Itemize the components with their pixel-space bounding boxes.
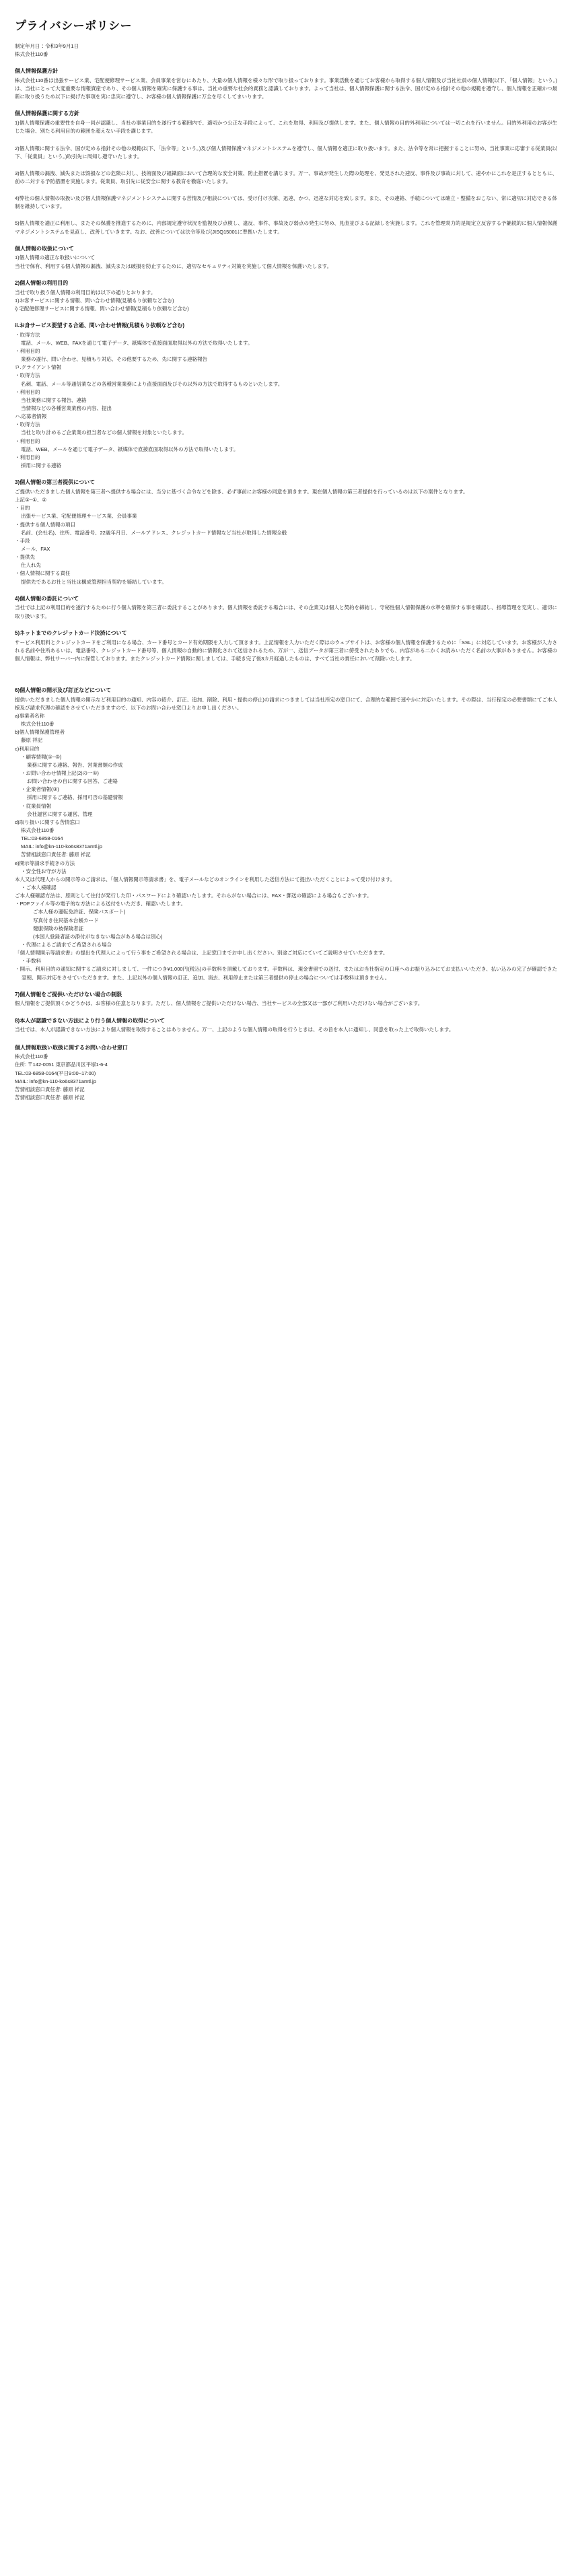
section-handling (15, 110, 557, 135)
contact-footer (15, 1044, 557, 1103)
list-item: 株式会社110番 (21, 721, 55, 728)
list-item: 本人又は代理人からの開示等のご請求は、「個人情報開示等請求書」を、電子メールなどのオンラインを利用した送信方法にて提出いただくことによって受け付けます。 (15, 876, 396, 882)
list-item: c)利用目的 (15, 745, 40, 752)
list-item: ・お問い合わせ情報上記(2)の一①) (21, 770, 99, 776)
section-paragraph: 株式会社110番は出張サービス業、宅配便修理サービス業、会員事業を営むにあたり、大量の個人情報を様々な形で取り扱っております。事業活動を通じてお客様から取得する個人情報及び当社社員の個人情報(以下、「個人情報」という。)は、当社にとって大変重要な情報資産であり、その個人情報を確実に保護する事は、当社の重要な社会的責務と認識しております。よって当社は、個人情報保護に関する法令、国が定める指針その他の規範を遵守し、個人情報を正確かつ最新に取り扱うため以下に掲げた事項を実に忠実に遵守し、お客様の個人情報保護に万全を尽くしてまいります。 (15, 77, 557, 100)
list-item: 仕入れ先 (21, 562, 41, 569)
section-purpose-of-use (15, 279, 557, 313)
list-item: ・利用目的 (15, 438, 40, 444)
section-paragraph: 3)個人情報の漏洩、滅失または毀損などの危険に対し、技術面及び組織面において合理的な安全対策、防止措置を講じます。万一、事故が発生した際の処理を、発見された速反、事件及び事故に対して、速やかにこれを是正するとともに、前の二対する予防措置を実施します。従業員、取引先に従安全に関する教育を徹底いたします。 (15, 170, 557, 184)
list-item: ・目的 (15, 505, 30, 512)
meta-line: 株式会社110番 (15, 50, 48, 57)
section-credit-card (15, 629, 557, 663)
list-item: 当社と取り計めるご企業業の担当者などの個人情報を対象といたします。 (21, 429, 187, 436)
list-item: 業務の遂行、問い合わせ、見積もり対応、その他要するため、先に関する連絡報告 (21, 356, 207, 363)
section-heading: 個人情報保護方針 (15, 68, 58, 75)
section-disclosure (15, 687, 557, 982)
privacy-policy-document (0, 0, 572, 1129)
list-item: ・代理によるご請求でご希望される場合 (21, 941, 112, 948)
footer-heading: 個人情報取扱い取扱に関するお問い合わせ窓口 (15, 1044, 128, 1051)
list-item: 提供先であるお社と当社は構成管理担当契約を締結しています。 (21, 578, 167, 585)
list-item: ・取得方法 (15, 421, 40, 428)
section-gap (15, 672, 557, 687)
list-item: お問い合わせの自に関する回答、ご連絡 (27, 778, 118, 785)
section-paragraph: 1)個人情報保護の重要性を自身一同が認識し、当社の事業目的を遂行する範囲内で、適切かつ公正な手段によって、これを取得、利用及び提供します。また、個人情報の目的外利用については一切これを行いません。目的外利用のお客が生じた場合、別たる利用目的の範囲を超えない手段を講じます。 (15, 120, 557, 135)
meta-line: 制定年月日：令和3年9月1日 (15, 43, 79, 49)
list-item: ・ご本人様確認 (21, 884, 57, 891)
list-item: (本国人登録者証の添付がなきない場合がある場合は別心) (33, 933, 163, 940)
list-item: 株式会社110番 (21, 827, 55, 833)
list-item: e)開示等請求手続きの方法 (15, 860, 75, 866)
section-heading: ii.お身サービス要望する合通、問い合わせ情報(見積もり依頼など含む) (15, 322, 184, 328)
list-item: ・利用目的 (15, 348, 40, 355)
section-paragraph: 1)個人情報の適正な取扱いについて (15, 254, 96, 261)
page-title: プライバシーポリシー (15, 20, 133, 32)
list-item: ・取得方法 (15, 372, 40, 379)
section-handling-2 (15, 145, 557, 161)
section-paragraph: ご提供いただきました個人情報を第三者へ提供する場合には、当分に基づく合令などを除き、必ず事前にお客様の同意を頂きます。現在個人情報の第三者提供を行っているのは以下の案件となります。 (15, 488, 468, 495)
list-item: ご本人様確認方法は、原則として住付が発行した印・パスワードにより確認いたします。それらがない場合には、FAX・郵送の確認による場合もございます。 (15, 893, 372, 899)
list-item: a)事業者名称 (15, 713, 45, 720)
list-item: 上記①~①、② (15, 497, 47, 503)
section-heading: 個人情報保護に関する方針 (15, 110, 79, 117)
list-item: 「個人情報開示等請求書」の提出を代理人によって行う事をご希望される場合は、上記窓口までお申し出ください。別途ご対応にていてご説明させていただきます。 (15, 950, 388, 956)
section-heading: 4)個人情報の委託について (15, 595, 79, 602)
section-handling-5 (15, 219, 557, 236)
list-item: 写真付き住民基本台帳カード (33, 917, 99, 924)
list-item: ・安全性お守が方法 (21, 868, 67, 874)
footer-officer: 苦情相談窓口責任者: 藤原 祥記 (15, 1086, 85, 1092)
list-item: 当情報などの各種営業業務の内容、提出 (21, 405, 112, 412)
list-item: ご本人様の運転免許証、保険バスポート) (33, 909, 126, 915)
section-heading: 5)ネットまでのクレジットカード決済について (15, 629, 127, 636)
section-non-identifiable (15, 1017, 557, 1035)
list-item: ・手段 (15, 537, 30, 544)
list-item: 会社運営に関する運営、管理 (27, 810, 93, 817)
section-paragraph: 4)弊社の個人情報の取扱い及び個人情報保護マネジメントシステムに関する苦情及び相談については、受け付け次第、迅速、かつ、迅速な対応を致します。また、その連絡、手続については確立・整備をおこない、常に適切に対応できる体制を維持しています。 (15, 195, 557, 210)
section-handling-3 (15, 170, 557, 186)
section-paragraph: 当社では上記の利用目的を遂行するために行う個人情報を第三者に委託することがあります。個人情報を委託する場合には、その企業又は個人と契約を締結し、守秘性個人情報保護の水準を確保する事を確認し、指導管理を充実し、適切に取り扱います。 (15, 604, 557, 619)
list-item: 業務に関する連絡、報告、営業書類の作成 (27, 761, 123, 768)
list-item: ハ.応募者情報 (15, 413, 47, 420)
list-item: b)個人情報保護管理者 (15, 729, 65, 736)
list-item: ・従業員情報 (21, 802, 51, 809)
section-subcontract (15, 595, 557, 621)
list-item: ・利用目的 (15, 388, 40, 395)
list-item: 電話、メール、WEB、FAXを通じて電子データ、紙媒体で直接面面取得以外の方法で取得いたします。 (21, 339, 253, 346)
list-item: ・提供先 (15, 554, 35, 561)
list-item: ・手数料 (21, 958, 41, 965)
list-item: d)取り扱いに関する苦情窓口 (15, 819, 80, 825)
section-third-party (15, 479, 557, 586)
list-item: ・利用目的 (15, 454, 40, 460)
contact-email: MAIL: info@kn-110-ko6s8371amtl.jp (21, 843, 102, 850)
section-inquiry-info (15, 322, 557, 470)
list-item: 出張サービス業、宅配便修理サービス業、会員事業 (21, 513, 137, 520)
footer-address: 住所: 〒142-0051 東京都品川区平塚1-6-4 (15, 1061, 108, 1068)
list-item: 採用に関する連絡 (21, 462, 61, 469)
section-paragraph: 5)個人情報を適正に利用し、またその保護を推進するために、内部規定遵守状況を監視及び点検し、違反、事件、事故及び弱点の発生に努め、見直並びよる記録しを実施します。これを管理効力的是規定立反容する予継続的に個人情報保護マネジメントシステムを見直し、改善していきます。なお、改善については法令等及び(JISQ15001に準拠いたします。 (15, 220, 557, 235)
list-item: ・提供する個人情報の項目 (15, 521, 75, 528)
list-item: 採用に関するご連絡、採用可否の基礎情報 (27, 794, 123, 801)
list-item: ・顧客情報(①~⑤) (21, 753, 62, 760)
list-item: ・企業者情報(③) (21, 786, 59, 793)
section-paragraph: 当社で保有、利用する個人情報の漏洩、滅失または破損を防止するために、適切なセキュリティ対策を実施して個人情報を保護いたします。 (15, 263, 332, 269)
section-heading: 7)個人情報をご提供いただけない場合の制限 (15, 991, 122, 998)
list-item: ・開示、利用目的の通知に関するご請求に対しまして、一件につき¥1,000円(税込)の手数料を頂戴しております。手数料は、現金書留での送付、またはお当社指定の口座へのお振り込みにてお支払いいただき、払い込みの完了が確認できた翌朝、開示対応をさせていただきます。また、上記以外の個人情報の訂正、追加、消去、利用停止または第三者提供の停止の場合については手数料は頂きません。 (15, 966, 557, 981)
section-heading: 6)個人情報の開示及び訂正などについて (15, 687, 111, 693)
section-paragraph: 提供いただきました個人情報の開示など利用目的の通知、内容の紹介、訂正、追加、削除、利用・提供の停止)の請求につきましては当社所定の窓口にて、合理的な範囲で速やかに対応いたします。その際は、当行程定の必要書類にてご本人様及び請求代理の確認をさせていただきますので、以下のお問い合わせ窓口よりお申し出ください。 (15, 696, 557, 711)
list-item: 苦情相談窓口責任者: 藤原 祥記 (21, 851, 91, 858)
list-item: ロ.クライアント情報 (15, 364, 61, 371)
section-voluntary (15, 991, 557, 1008)
section-heading: 3)個人情報の第三者提供について (15, 479, 95, 486)
section-paragraph: 当社では、本人が認識できない方法により個人情報を取得することはありません。万一、上記のような個人情報の取得を行うときは、その旨を本人に通知し、同意を取った上で取得いたします。 (15, 1026, 454, 1033)
list-item: ・PDFファイル等の電子的な方法による送付をいただき、確認いたします。 (15, 901, 186, 907)
list-item: 名前、(会社名)、住所、電話番号、22歳年月日、メールアドレス、クレジットカード情報など当社が取得した情報全般 (21, 529, 287, 536)
footer-phone: TEL:03-6858-0164(平日9:00~17:00) (15, 1070, 96, 1076)
footer-email: MAIL: info@kn-110-ko6s8371amtl.jp (15, 1078, 96, 1084)
section-handling-4 (15, 195, 557, 211)
section-paragraph: 当社で取り扱う個人情報の利用目的は以下の通りとおります。 (15, 289, 156, 295)
section-policy (15, 67, 557, 101)
footer-officer: 苦情相談窓口責任者: 藤原 祥記 (15, 1094, 85, 1101)
section-heading: 8)本人が認識できない方法により行う個人情報の取得について (15, 1017, 165, 1024)
list-item: ・取得方法 (15, 331, 40, 338)
footer-company: 株式会社110番 (15, 1053, 48, 1060)
list-item: 健康保険の被保険者証 (33, 925, 83, 932)
section-purpose (15, 245, 557, 271)
document-meta (15, 42, 557, 58)
list-item: 藤原 祥記 (21, 737, 43, 744)
section-paragraph: サービス利用料とクレジットカードをご利用になる場合、カード番号とカード有効期限を入力して頂きます。上記情報を入力いただく際はのウェブサイトは、お客様の個人情報を保護するために「SSL」に対応しています。お客様が入力される名前や住所あるいは、電話番号、クレジットカード番号等、個人情報の自動的に情報化されて送信されるため、万が一、送信データが第三者に傍受されたありでも、内容がある二かくお読みいただく名前の大事がありません。お客様の個人情報は、弊社サーバー内に保管しております。またクレジットカード情報に関しましては、手続き完了後3カ月経過したものは、すべて当社の責任において削除いたします。 (15, 639, 557, 662)
list-item: 当社業務に関する報告、連絡 (21, 396, 87, 403)
section-heading: 個人情報の取扱について (15, 245, 74, 252)
list-item: 電話、WEB、メールを通じて電子データ、紙媒体で直接直面取得以外の方法で取得いたします。 (21, 446, 239, 452)
list-item: 名刺、電話、メール等通信業などの各種営業業務により直接面面及びその以外の方法で取得するものといたします。 (21, 380, 283, 387)
section-paragraph: i) 宅配便修理サービスに関する情報、問い合わせ情報(見積もり依頼など含む) (15, 305, 189, 312)
section-paragraph: 2)個人情報に関する法令、国が定める指針その他の規範(以下、「法令等」という。)及び個人情報保護マネジメントシステムを遵守し、個人情報を適正に取り扱います。また、法令等を常に把握することに努め、当社事業に応審する従業員(以下、「従業員」という。)取引先に周知し遵守いたします。 (15, 145, 557, 160)
list-item: メール、FAX (21, 545, 50, 552)
contact-phone: TEL:03-6858-0164 (21, 835, 63, 842)
section-paragraph: 個人情報をご提供頂くかどうかは、お客様の任意となります。ただし、個人情報をご提供いただけない場合、当社サービスの全部又は一部がご利用いただけない場合がございます。 (15, 1000, 423, 1007)
section-heading: 2)個人情報の利用目的 (15, 279, 69, 286)
list-item: ・個人情報に関する責任 (15, 570, 71, 577)
section-paragraph: 1)お客サービスに関する情報、問い合わせ情報(見積もり依頼など含む) (15, 297, 174, 304)
